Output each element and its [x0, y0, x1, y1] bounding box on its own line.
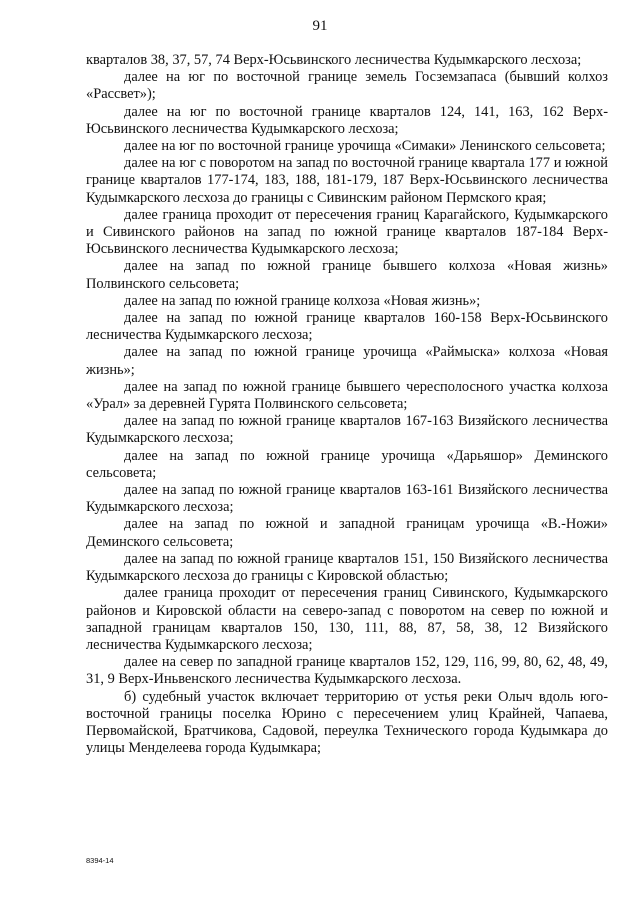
paragraph: далее на запад по южной границе урочища «Дарьяшор» Деминского сельсовета; — [86, 447, 608, 481]
page-number: 91 — [312, 18, 328, 34]
paragraph: б) судебный участок включает территорию от устья реки Олыч вдоль юго-восточной границы поселка Юрино с пересечением улиц Крайней, Чапаева, Первомайской, Братчикова, Садовой, переулка Технического города Кудымкара до улицы Менделеева города Кудымкара; — [86, 688, 608, 757]
document-code: 8394-14 — [86, 856, 114, 865]
paragraph: далее на запад по южной границе кварталов 151, 150 Визяйского лесничества Кудымкарского лесхоза до границы с Кировской областью; — [86, 550, 608, 585]
paragraph: далее на юг по восточной границе кварталов 124, 141, 163, 162 Верх-Юсьвинского лесничества Кудымкарского лесхоза; — [86, 103, 608, 137]
paragraph: далее на юг по восточной границе земель Госземзапаса (бывший колхоз «Рассвет»); — [86, 69, 608, 103]
paragraph: далее на запад по южной границе кварталов 167-163 Визяйского лесничества Кудымкарского лесхоза; — [86, 413, 608, 447]
document-body — [86, 52, 608, 757]
paragraph: далее на юг по восточной границе урочища «Симаки» Ленинского сельсовета; — [124, 138, 606, 155]
paragraph: далее на запад по южной границе бывшего колхоза «Новая жизнь» Полвинского сельсовета; — [86, 258, 608, 292]
paragraph: далее на юг с поворотом на запад по восточной границе квартала 177 и южной границе кварталов 177-174, 183, 188, 181-179, 187 Верх-Юсьвинского лесничества Кудымкарского лесхоза до границы с Сивинским районом Пермского края; — [86, 155, 608, 206]
paragraph: далее на север по западной границе кварталов 152, 129, 116, 99, 80, 62, 48, 49, 31, 9 Верх-Иньвенского лесничества Кудымкарского лесхоза. — [86, 654, 608, 688]
paragraph: далее на запад по южной границе кварталов 163-161 Визяйского лесничества Кудымкарского лесхоза; — [86, 482, 608, 516]
paragraph: далее на запад по южной и западной границам урочища «В.-Ножи» Деминского сельсовета; — [86, 516, 608, 550]
paragraph: кварталов 38, 37, 57, 74 Верх-Юсьвинского лесничества Кудымкарского лесхоза; — [86, 52, 582, 68]
paragraph: далее на запад по южной границе кварталов 160-158 Верх-Юсьвинского лесничества Кудымкарского лесхоза; — [86, 310, 608, 344]
paragraph: далее на запад по южной границе урочища «Раймыска» колхоза «Новая жизнь»; — [86, 344, 608, 378]
paragraph: далее граница проходит от пересечения границ Сивинского, Кудымкарского районов и Кировской области на северо-запад с поворотом на север по южной и западной границам кварталов 150, 130, 111, 88, 87, 58, 38, 12 Визяйского лесничества Кудымкарского лесхоза; — [86, 585, 608, 653]
paragraph: далее на запад по южной границе бывшего чересполосного участка колхоза «Урал» за деревней Гурята Полвинского сельсовета; — [86, 378, 608, 413]
paragraph: далее граница проходит от пересечения границ Карагайского, Кудымкарского и Сивинского районов на запад по южной границе кварталов 187-184 Верх-Юсьвинского лесничества Кудымкарского лесхоза; — [86, 206, 608, 258]
paragraph: далее на запад по южной границе колхоза «Новая жизнь»; — [124, 292, 481, 309]
